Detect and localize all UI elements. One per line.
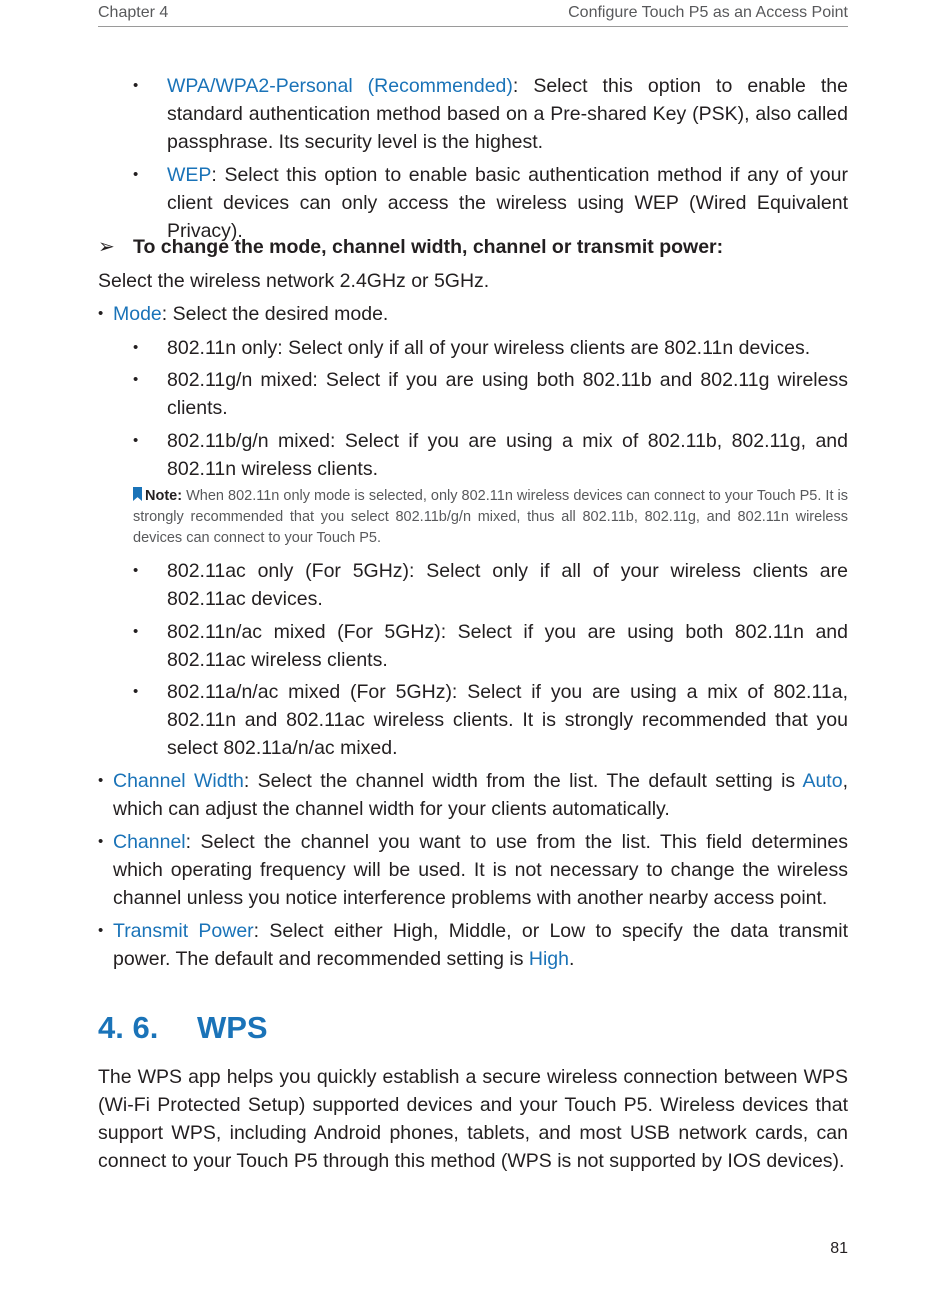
bookmark-icon bbox=[133, 487, 142, 501]
default-auto: Auto bbox=[802, 770, 843, 792]
mode-option: • 802.11ac only (For 5GHz): Select only if all of your wireless clients are 802.11ac devices. bbox=[133, 560, 848, 610]
mode-option: • 802.11b/g/n mixed: Select if you are using a mix of 802.11b, 802.11g, and 802.11n wireless clients. bbox=[133, 430, 848, 480]
page-header bbox=[98, 4, 848, 27]
term-channel: Channel bbox=[113, 831, 186, 853]
section-title: WPS bbox=[197, 1010, 268, 1045]
mode-option: • 802.11g/n mixed: Select if you are using both 802.11b and 802.11g wireless clients. bbox=[133, 369, 848, 419]
security-option-wpa: • WPA/WPA2-Personal (Recommended): Select this option to enable the standard authentication method based on a Pre-shared Key (PSK), also called passphrase. Its security level is the highest. bbox=[133, 75, 848, 153]
note-box bbox=[133, 486, 848, 549]
page-number: 81 bbox=[830, 1240, 848, 1257]
term-transmit-power: Transmit Power bbox=[113, 920, 254, 942]
note-text: When 802.11n only mode is selected, only 802.11n wireless devices can connect to your Touch P5. It is strongly recommended that you select 802.11b/g/n mixed, thus all 802.11b, 802.11g, and 802.11n wireless devices can connect to your Touch P5. bbox=[133, 488, 848, 546]
section-heading bbox=[98, 1008, 268, 1048]
mode-option: • 802.11n/ac mixed (For 5GHz): Select if you are using both 802.11n and 802.11ac wireless clients. bbox=[133, 621, 848, 671]
arrow-icon: ➢ bbox=[98, 236, 115, 258]
chapter-title: Configure Touch P5 as an Access Point bbox=[568, 4, 848, 21]
task-intro: Select the wireless network 2.4GHz or 5GHz. bbox=[98, 270, 490, 292]
term-mode: Mode bbox=[113, 303, 162, 325]
mode-option: • 802.11n only: Select only if all of your wireless clients are 802.11n devices. bbox=[133, 337, 811, 359]
note-label: Note: bbox=[145, 488, 183, 504]
term-wep: WEP bbox=[167, 164, 212, 186]
security-option-wep: • WEP: Select this option to enable basic authentication method if any of your client devices can only access the wireless using WEP (Wired Equivalent Privacy). bbox=[133, 164, 848, 242]
transmit-power-item: • Transmit Power: Select either High, Middle, or Low to specify the data transmit power. The default and recommended setting is High. bbox=[98, 920, 848, 970]
term-wpa: WPA/WPA2-Personal (Recommended) bbox=[167, 75, 513, 97]
section-paragraph: The WPS app helps you quickly establish a secure wireless connection between WPS (Wi-Fi Protected Setup) supported devices and your Touch P5. Wireless devices that support WPS, including Android phones, tablets, and most USB network cards, can connect to your Touch P5 through this method (WPS is not supported by IOS devices). bbox=[98, 1066, 848, 1172]
mode-item: • Mode: Select the desired mode. bbox=[98, 303, 389, 325]
mode-option: • 802.11a/n/ac mixed (For 5GHz): Select if you are using a mix of 802.11a, 802.11n and 802.11ac wireless clients. It is strongly recommended that you select 802.11a/n/ac mixed. bbox=[133, 681, 848, 759]
chapter-label: Chapter 4 bbox=[98, 4, 169, 21]
channel-width-item: • Channel Width: Select the channel width from the list. The default setting is Auto, which can adjust the channel width for your clients automatically. bbox=[98, 770, 848, 820]
section-number: 4. 6. bbox=[98, 1010, 159, 1045]
term-channel-width: Channel Width bbox=[113, 770, 244, 792]
channel-item: • Channel: Select the channel you want to use from the list. This field determines which operating frequency will be used. It is not necessary to change the wireless channel unless you notice interference problems with another nearby access point. bbox=[98, 831, 848, 909]
document-page: Chapter 4 Configure Touch P5 as an Access Point • WPA/WPA2-Personal (Recommended): Select this option to enable the standard authentication method based on a Pre-shared Key (PSK), also called passphrase. Its security level is the highest. • WEP: Select this option to enable basic authentication method if any of your client devices can only access the wireless using WEP (Wired Equivalent Privacy). ➢ To change the mode, channel width, channel or transmit power: Select the wireless network 2.4GHz or 5GHz. • Mode: Select the desired mode. • 802.11n only: Select only if all of your wireless clients are 802.11n devices. • 802.11g/n mixed: Select if you are using both 802.11b and 802.11g wireless clients. • 802.11b/g/n mixed: Select if you are using a mix of 802.11b, 802.11g, and 802.11n wireless clients. Note: When 802.11n only mode is selected, only 802.11n wireless devices can connect to your Touch P5. It is strongly recommended that you select 802.11b/g/n mixed, thus all 802.11b, 802.11g, and 802.11n wireless devices can connect to your Touch P5. • 802.11ac only (For 5GHz): Select only if all of your wireless clients are 802.11ac devices. • 802.11n/ac mixed (For 5GHz): Select if you are using both 802.11n and 802.11ac wireless clients. • 802.11a/n/ac mixed (For 5GHz): Select if you are using a mix of 802.11a, 802.11n and 802.11ac wireless clients. It is strongly recommended that you select 802.11a/n/ac mixed. • Channel Width: Select the channel width from the list. The default setting is Auto, which can adjust the channel width for your clients automatically. • Channel: Select the channel you want to use from the list. This field determines which operating frequency will be used. It is not necessary to change the wireless channel unless you notice interference problems with another nearby access point. • Transmit Power: Select either High, Middle, or Low to specify the data transmit power. The default and recommended setting is High. 4. 6. WPS The WPS app helps you quickly establish a secure wireless connection between WPS (Wi-Fi Protected Setup) supported devices and your Touch P5. Wireless devices that support WPS, including Android phones, tablets, and most USB network cards, can connect to your Touch P5 through this method (WPS is not supported by IOS devices). 81 bbox=[98, 4, 848, 1257]
default-high: High bbox=[528, 948, 569, 970]
